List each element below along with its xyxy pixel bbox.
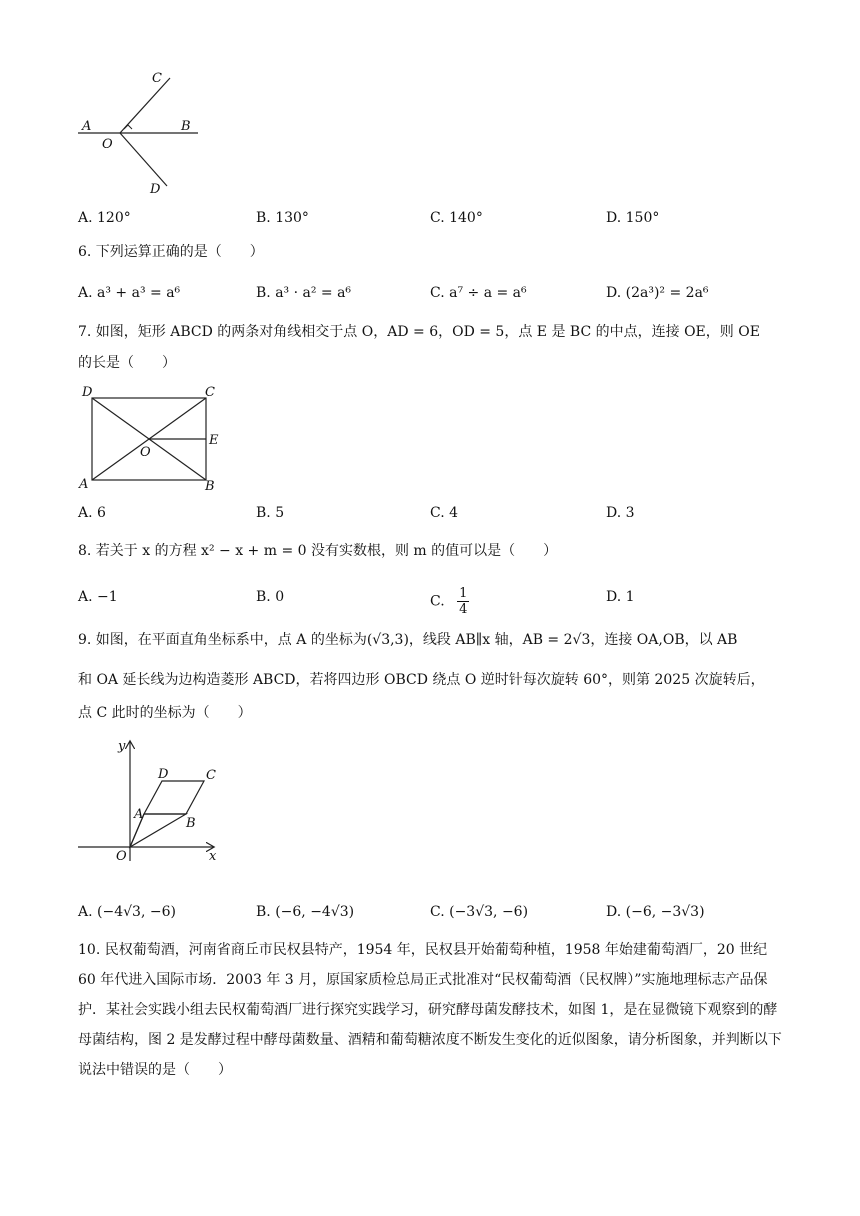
q10-text: 10. 民权葡萄酒，河南省商丘市民权县特产，1954 年，民权县开始葡萄种植，1958 年始建葡萄酒厂，20 世纪 60 年代进入国际市场．2003 年 3 月，原国家质检总局正式批准对“民权葡萄酒（民权牌）”实施地理标志产品保护．某社会实践小组去民权葡萄酒厂进行探究实践学习，研究酵母菌发酵技术，如图 1，是在显微镜下观察到的酵母菌结构，图 2 是发酵过程中酵母菌数量、酒精和葡萄糖浓度不断发生变化的近似图象，请分析图象，并判断以下说法中错误的是（ ） <box>78 942 782 1078</box>
q9-stem-line2: 和 OA 延长线为边构造菱形 ABCD，若将四边形 OBCD 绕点 O 逆时针每次旋转 60°，则第 2025 次旋转后， <box>78 672 765 688</box>
q8-option-b[interactable]: B. 0 <box>256 589 285 605</box>
q7-stem-line1: 7. 如图，矩形 ABCD 的两条对角线相交于点 O，AD = 6，OD = 5，点 E 是 BC 的中点，连接 OE，则 OE <box>78 324 760 340</box>
q5-option-c[interactable]: C. 140° <box>430 210 483 226</box>
q7-stem-line2: 的长是（ ） <box>78 355 176 371</box>
q9-label-o: O <box>116 849 127 864</box>
q6-option-a[interactable]: A. a³ + a³ = a⁶ <box>78 285 181 301</box>
q7-label-b: B <box>205 479 215 494</box>
q9-label-x: x <box>209 849 217 864</box>
q7-label-a: A <box>79 477 89 492</box>
q9-coordinate-figure <box>78 736 228 866</box>
q9-stem-line3: 点 C 此时的坐标为（ ） <box>78 705 252 721</box>
q6-option-d[interactable]: D. (2a³)² = 2a⁶ <box>606 285 709 301</box>
q9-option-d[interactable]: D. (−6, −3√3) <box>606 904 705 920</box>
q9-label-y: y <box>118 739 126 754</box>
q7-label-d: D <box>82 385 93 400</box>
q9-label-a: A <box>134 807 144 822</box>
q7-option-d[interactable]: D. 3 <box>606 505 635 521</box>
q8-stem: 8. 若关于 x 的方程 x² − x + m = 0 没有实数根，则 m 的值可以是（ ） <box>78 543 558 559</box>
q5-angle-figure <box>70 62 210 202</box>
q7-option-b[interactable]: B. 5 <box>256 505 285 521</box>
q8-fraction-denominator: 4 <box>459 602 468 617</box>
q9-stem-line1: 9. 如图，在平面直角坐标系中，点 A 的坐标为(√3,3)，线段 AB∥x 轴，AB = 2√3，连接 OA,OB，以 AB <box>78 632 738 648</box>
q6-option-b[interactable]: B. a³ · a² = a⁶ <box>256 285 352 301</box>
q8-option-c[interactable] <box>430 586 469 617</box>
q7-option-a[interactable]: A. 6 <box>78 505 106 521</box>
q7-label-o: O <box>140 445 151 460</box>
q8-option-a[interactable]: A. −1 <box>78 589 118 605</box>
q9-label-c: C <box>206 768 216 783</box>
q7-rectangle-figure <box>78 382 228 494</box>
q5-option-d[interactable]: D. 150° <box>606 210 660 226</box>
q5-option-b[interactable]: B. 130° <box>256 210 309 226</box>
q8-fraction-numerator: 1 <box>459 586 468 601</box>
q9-label-d: D <box>158 767 169 782</box>
q8-fraction <box>457 586 469 617</box>
q8-option-d[interactable]: D. 1 <box>606 589 635 605</box>
q5-label-d: D <box>150 182 161 197</box>
q7-label-c: C <box>205 385 215 400</box>
q5-label-c: C <box>152 71 162 86</box>
q9-label-b: B <box>186 816 196 831</box>
q8-option-c-label: C. <box>430 593 445 610</box>
q9-option-c[interactable]: C. (−3√3, −6) <box>430 904 529 920</box>
q7-option-c[interactable]: C. 4 <box>430 505 459 521</box>
q9-option-a[interactable]: A. (−4√3, −6) <box>78 904 176 920</box>
q6-stem: 6. 下列运算正确的是（ ） <box>78 244 264 260</box>
q7-label-e: E <box>209 433 219 448</box>
q5-option-a[interactable]: A. 120° <box>78 210 131 226</box>
q5-label-a: A <box>82 119 92 134</box>
q5-label-b: B <box>181 119 191 134</box>
q9-option-b[interactable]: B. (−6, −4√3) <box>256 904 355 920</box>
q5-label-o: O <box>102 137 113 152</box>
q6-option-c[interactable]: C. a⁷ ÷ a = a⁶ <box>430 285 527 301</box>
